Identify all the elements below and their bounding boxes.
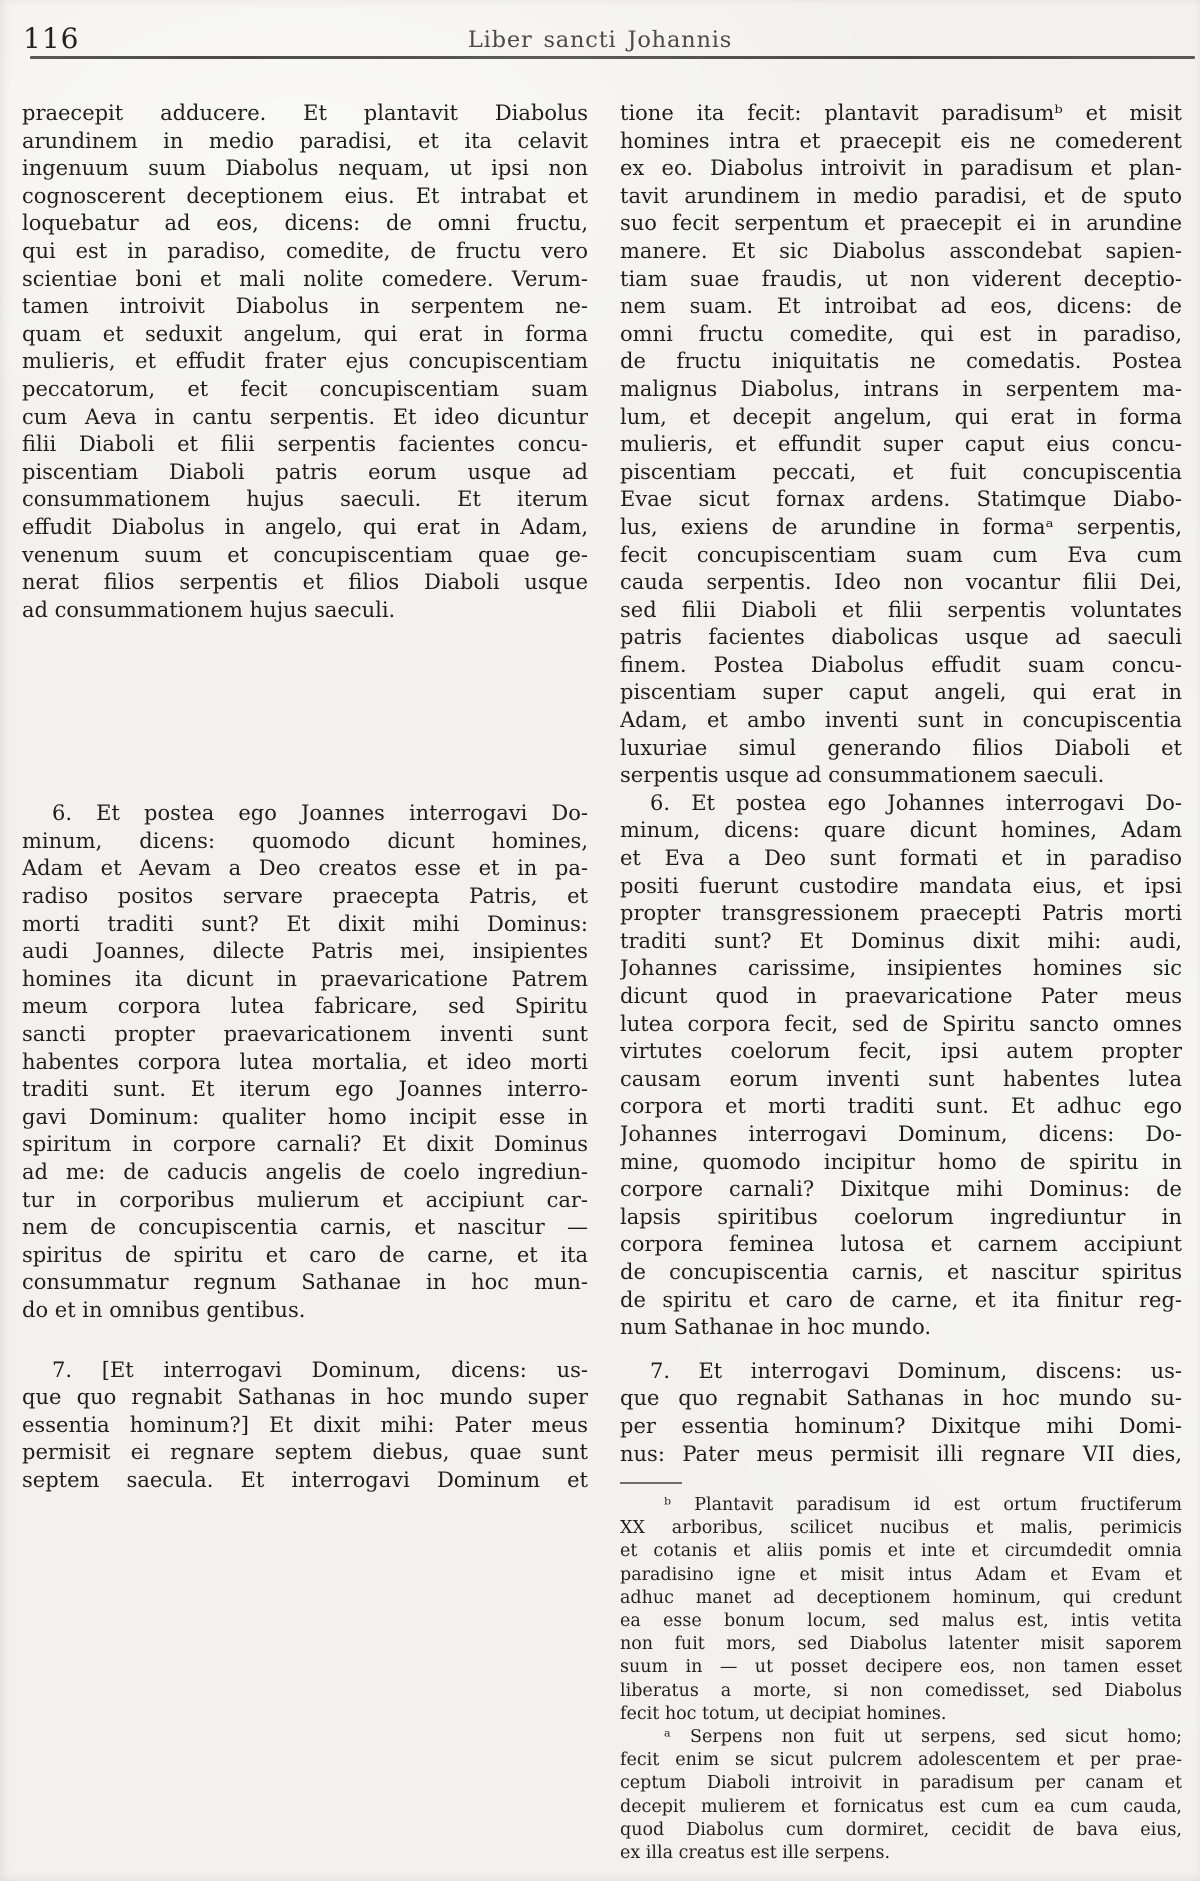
text-line: quam et seduxit angelum, qui erat in forma <box>22 321 588 346</box>
text-line: cum Aeva in cantu serpentis. Et ideo dicuntur <box>22 404 588 429</box>
paragraph-gap <box>22 1325 588 1357</box>
page-number: 116 <box>23 22 80 55</box>
right-column <box>620 100 1182 1865</box>
text-line: et cotanis et aliis pomis et inte et circumdedit omnia <box>620 1541 1182 1562</box>
text-line: do et in omnibus gentibus. <box>22 1297 306 1322</box>
left-paragraph-continuation <box>22 100 588 624</box>
text-line: 7. Et interrogavi Dominum, discens: us- <box>650 1358 1182 1383</box>
text-line: qui est in paradiso, comedite, de fructu vero <box>22 238 588 263</box>
text-line: ad consummationem hujus saeculi. <box>22 597 396 622</box>
text-line: permisit ei regnare septem diebus, quae sunt <box>22 1440 588 1465</box>
text-line: consummationem hujus saeculi. Et iterum <box>22 487 588 512</box>
text-line: dicunt quod in praevaricatione Pater meus <box>620 984 1182 1008</box>
text-line: Adam, et ambo inventi sunt in concupiscentia <box>620 708 1182 733</box>
text-line: cognoscerent deceptionem eius. Et intrabat et <box>22 183 588 208</box>
text-line: radiso positos servare praecepta Patris, et <box>22 884 588 909</box>
text-columns <box>22 100 1182 1865</box>
text-line: corpora et morti traditi sunt. Et adhuc ego <box>620 1094 1182 1119</box>
text-line: effudit Diabolus in angelo, qui erat in Adam, <box>22 514 588 539</box>
text-line: sancti propter praevaricationem inventi sunt <box>22 1022 588 1047</box>
text-line: de fructu iniquitatis ne comedatis. Postea <box>620 349 1182 374</box>
text-line: omni fructu comedite, qui est in paradiso, <box>620 321 1182 346</box>
text-line: filii Diaboli et filii serpentis facientes concu- <box>22 432 588 457</box>
text-line: positi fuerunt custodire mandata eius, et ipsi <box>620 873 1182 898</box>
text-line: luxuriae simul generando filios Diaboli et <box>620 735 1182 760</box>
text-line: arundinem in medio paradisi, et ita celavit <box>22 128 588 153</box>
header-rule <box>30 56 1195 59</box>
text-line: peccatorum, et fecit concupiscentiam suam <box>22 376 588 401</box>
text-line: minum, dicens: quare dicunt homines, Adam <box>620 818 1182 843</box>
text-line: de concupiscentia carnis, et nascitur spiritus <box>620 1259 1182 1284</box>
text-line: traditi sunt. Et iterum ego Joannes interro- <box>22 1077 588 1102</box>
text-line: quod Diabolus cum dormiret, cecidit de bava eius, <box>620 1819 1182 1840</box>
text-line: ceptum Diaboli introivit in paradisum per canam et <box>620 1773 1182 1794</box>
text-line: spiritus de spiritu et caro de carne, et ita <box>22 1242 588 1267</box>
text-line: propter transgressionem praecepti Patris morti <box>620 901 1182 926</box>
text-line: septem saecula. Et interrogavi Dominum et <box>22 1467 588 1492</box>
text-line: corpora feminea lutosa et carnem accipiunt <box>620 1232 1182 1257</box>
running-title: Liber sancti Johannis <box>467 27 733 53</box>
text-line: virtutes coelorum fecit, ipsi autem propter <box>620 1039 1182 1064</box>
text-line: ad me: de caducis angelis de coelo ingrediun- <box>22 1160 588 1184</box>
text-line: lutea corpora fecit, sed de Spiritu sancto omnes <box>620 1011 1182 1036</box>
text-line: Johannes interrogavi Dominum, dicens: Do- <box>620 1121 1182 1146</box>
text-line: ex illa creatus est ille serpens. <box>620 1842 891 1863</box>
text-line: sed filii Diaboli et filii serpentis voluntates <box>620 597 1182 622</box>
text-line: lapsis spiritibus coelorum ingrediuntur in <box>620 1204 1182 1229</box>
text-line: minum, dicens: quomodo dicunt homines, <box>22 828 588 853</box>
left-column <box>22 100 588 1865</box>
text-line: que quo regnabit Sathanas in hoc mundo super <box>22 1385 588 1410</box>
text-line: tione ita fecit: plantavit paradisumᵇ et misit <box>620 101 1182 125</box>
text-line: fecit hoc totum, ut decipiat homines. <box>620 1703 947 1724</box>
text-line: cauda serpentis. Ideo non vocantur filii Dei, <box>620 570 1182 595</box>
left-section-7-paragraph <box>22 1357 588 1495</box>
text-line: loquebatur ad eos, dicens: de omni fructu, <box>22 211 588 236</box>
text-line: fecit enim se sicut pulcrem adolescentem et per prae- <box>620 1750 1182 1771</box>
text-line: tiam suae fraudis, ut non viderent deceptio- <box>620 266 1182 291</box>
text-line: habentes corpora lutea mortalia, et ideo morti <box>22 1049 588 1074</box>
text-line: ex eo. Diabolus introivit in paradisum et plan- <box>620 156 1182 181</box>
column-blank-gap <box>22 624 588 800</box>
text-line: nus: Pater meus permisit illi regnare VII dies, <box>620 1441 1182 1466</box>
text-line: tamen introivit Diabolus in serpentem ne- <box>22 294 588 319</box>
text-line: ᵇ Plantavit paradisum id est ortum fructiferum <box>664 1495 1182 1516</box>
text-line: 7. [Et interrogavi Dominum, dicens: us- <box>52 1357 588 1382</box>
text-line: Johannes carissime, insipientes homines sic <box>620 956 1182 981</box>
text-line: num Sathanae in hoc mundo. <box>620 1315 932 1340</box>
text-line: piscentiam peccati, et fuit concupiscentia <box>620 459 1182 484</box>
text-line: et Eva a Deo sunt formati et in paradiso <box>620 846 1182 871</box>
text-line: Adam et Aevam a Deo creatos esse et in pa- <box>22 856 588 881</box>
text-line: venenum suum et concupiscentiam quae ge- <box>22 542 588 567</box>
text-line: adhuc manet ad deceptionem hominum, qui credunt <box>620 1587 1182 1608</box>
right-section-6-paragraph <box>620 790 1182 1342</box>
text-line: finem. Postea Diabolus effudit suam concu- <box>620 652 1182 677</box>
text-line: scientiae boni et mali nolite comedere. Verum- <box>22 266 588 291</box>
text-line: gavi Dominum: qualiter homo incipit esse in <box>22 1104 588 1129</box>
text-line: consummatur regnum Sathanae in hoc mun- <box>22 1270 588 1295</box>
text-line: nem de concupiscentia carnis, et nascitur — <box>22 1215 588 1240</box>
text-line: essentia hominum?] Et dixit mihi: Pater meus <box>22 1412 588 1437</box>
text-line: nem suam. Et introibat ad eos, dicens: de <box>620 294 1182 319</box>
text-line: de spiritu et caro de carne, et ita finitur reg- <box>620 1287 1182 1312</box>
text-line: ᵃ Serpens non fuit ut serpens, sed sicut homo; <box>664 1726 1182 1747</box>
text-line: piscentiam super caput angeli, qui erat in <box>620 680 1182 705</box>
text-line: traditi sunt? Et Dominus dixit mihi: audi, <box>620 928 1182 953</box>
text-line: ingenuum suum Diabolus nequam, ut ipsi non <box>22 156 588 181</box>
text-line: per essentia hominum? Dixitque mihi Domi- <box>620 1413 1182 1438</box>
text-line: nerat filios serpentis et filios Diaboli usque <box>22 570 588 595</box>
text-line: ea esse bonum locum, sed malus est, intis vetita <box>620 1611 1182 1632</box>
text-line: suum in — ut posset decipere eos, non tamen esset <box>620 1657 1182 1678</box>
text-line: manere. Et sic Diabolus asscondebat sapien- <box>620 238 1182 263</box>
text-line: Evae sicut fornax ardens. Statimque Diabo- <box>620 487 1182 512</box>
text-line: homines ita dicunt in praevaricatione Patrem <box>22 966 588 991</box>
text-line: fecit concupiscentiam suam cum Eva cum <box>620 542 1182 567</box>
text-line: morti traditi sunt? Et dixit mihi Dominus: <box>22 911 588 936</box>
text-line: XX arboribus, scilicet nucibus et malis, perimicis <box>620 1518 1182 1539</box>
text-line: tur in corporibus mulierum et accipiunt car- <box>22 1187 588 1212</box>
page-header <box>0 0 1200 58</box>
text-line: corpore carnali? Dixitque mihi Dominus: de <box>620 1177 1182 1202</box>
text-line: lus, exiens de arundine in formaᵃ serpentis, <box>620 514 1182 539</box>
text-line: causam eorum inventi sunt habentes lutea <box>620 1066 1182 1091</box>
text-line: malignus Diabolus, intrans in serpentem ma- <box>620 376 1182 401</box>
text-line: suo fecit serpentum et praecepit ei in arundine <box>620 211 1182 236</box>
text-line: que quo regnabit Sathanas in hoc mundo su- <box>620 1386 1182 1411</box>
text-line: liberatus a morte, si non comedisset, sed Diabolus <box>620 1680 1182 1701</box>
text-line: tavit arundinem in medio paradisi, et de sputo <box>620 183 1182 208</box>
text-line: spiritum in corpore carnali? Et dixit Dominus <box>22 1132 588 1157</box>
text-line: 6. Et postea ego Joannes interrogavi Do- <box>52 801 588 826</box>
right-section-7-paragraph <box>620 1358 1182 1468</box>
text-line: audi Joannes, dilecte Patris mei, insipientes <box>22 939 588 964</box>
text-line: lum, et decepit angelum, qui erat in forma <box>620 404 1182 429</box>
left-section-6-paragraph <box>22 800 588 1324</box>
text-line: meum corpora lutea fabricare, sed Spiritu <box>22 994 588 1019</box>
text-line: serpentis usque ad consummationem saeculi. <box>620 763 1105 788</box>
footnote-b <box>620 1494 1182 1726</box>
text-line: mine, quomodo incipitur homo de spiritu in <box>620 1149 1182 1174</box>
right-paragraph-continuation <box>620 100 1182 790</box>
text-line: 6. Et postea ego Johannes interrogavi Do- <box>650 790 1182 815</box>
text-line: patris facientes diabolicas usque ad saeculi <box>620 625 1182 650</box>
text-line: paradisino igne et misit intus Adam et Evam et <box>620 1564 1182 1585</box>
text-line: non fuit mors, sed Diabolus latenter misit saporem <box>620 1634 1182 1655</box>
footnote-separator-rule <box>620 1482 682 1484</box>
text-line: mulieris, et effundit super caput eius concu- <box>620 432 1182 457</box>
text-line: homines intra et praecepit eis ne comederent <box>620 128 1182 153</box>
text-line: praecepit adducere. Et plantavit Diabolus <box>22 101 588 125</box>
text-line: decepit mulierem et fornicatus est cum ea cum cauda, <box>620 1796 1182 1817</box>
text-line: mulieris, et effudit frater ejus concupiscentiam <box>22 349 588 374</box>
text-line: piscentiam Diaboli patris eorum usque ad <box>22 459 588 484</box>
footnote-a <box>620 1726 1182 1865</box>
